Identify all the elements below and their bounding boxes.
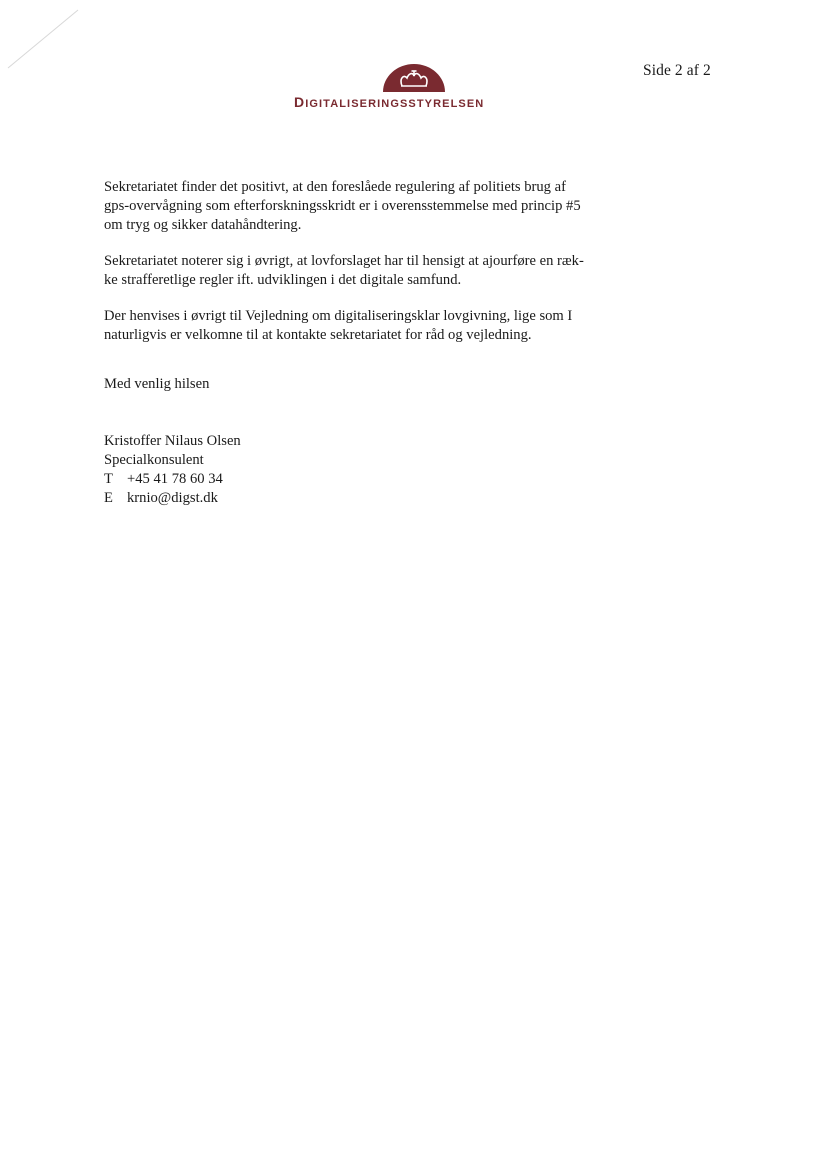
letter-body [104, 178, 624, 362]
phone-row [104, 470, 241, 489]
email-label: E [104, 490, 113, 506]
crown-emblem-icon [379, 62, 449, 92]
email-row [104, 489, 241, 508]
agency-name-initial: D [294, 94, 306, 110]
agency-name-rest: IGITALISERINGSSTYRELSEN [305, 98, 485, 110]
closing-greeting: Med venlig hilsen [104, 376, 210, 392]
paragraph-line: naturligvis er velkomne til at kontakte sekretariatet for råd og vejledning. [104, 327, 532, 343]
agency-logo [294, 62, 534, 112]
agency-name [294, 94, 534, 110]
signer-name: Kristoffer Nilaus Olsen [104, 433, 241, 449]
paragraph-2 [104, 252, 624, 290]
paragraph-line: Sekretariatet finder det positivt, at den foreslåede regulering af politiets brug af [104, 179, 566, 195]
paragraph-line: Der henvises i øvrigt til Vejledning om digitaliseringsklar lovgivning, lige som I [104, 308, 573, 324]
email-address: krnio@digst.dk [127, 490, 218, 506]
paragraph-line: Sekretariatet noterer sig i øvrigt, at lovforslaget har til hensigt at ajourføre en ræk- [104, 253, 584, 269]
phone-label: T [104, 471, 113, 487]
paragraph-line: om tryg og sikker datahåndtering. [104, 217, 302, 233]
paragraph-line: gps-overvågning som efterforskningsskridt er i overensstemmelse med princip #5 [104, 198, 581, 214]
scan-fold-line [0, 0, 90, 80]
paragraph-1 [104, 178, 624, 235]
signer-title: Specialkonsulent [104, 452, 204, 468]
phone-number: +45 41 78 60 34 [127, 471, 223, 487]
paragraph-3 [104, 307, 624, 345]
page-number: Side 2 af 2 [643, 62, 711, 79]
signature-block [104, 432, 241, 508]
paragraph-line: ke strafferetlige regler ift. udviklingen i det digitale samfund. [104, 272, 462, 288]
